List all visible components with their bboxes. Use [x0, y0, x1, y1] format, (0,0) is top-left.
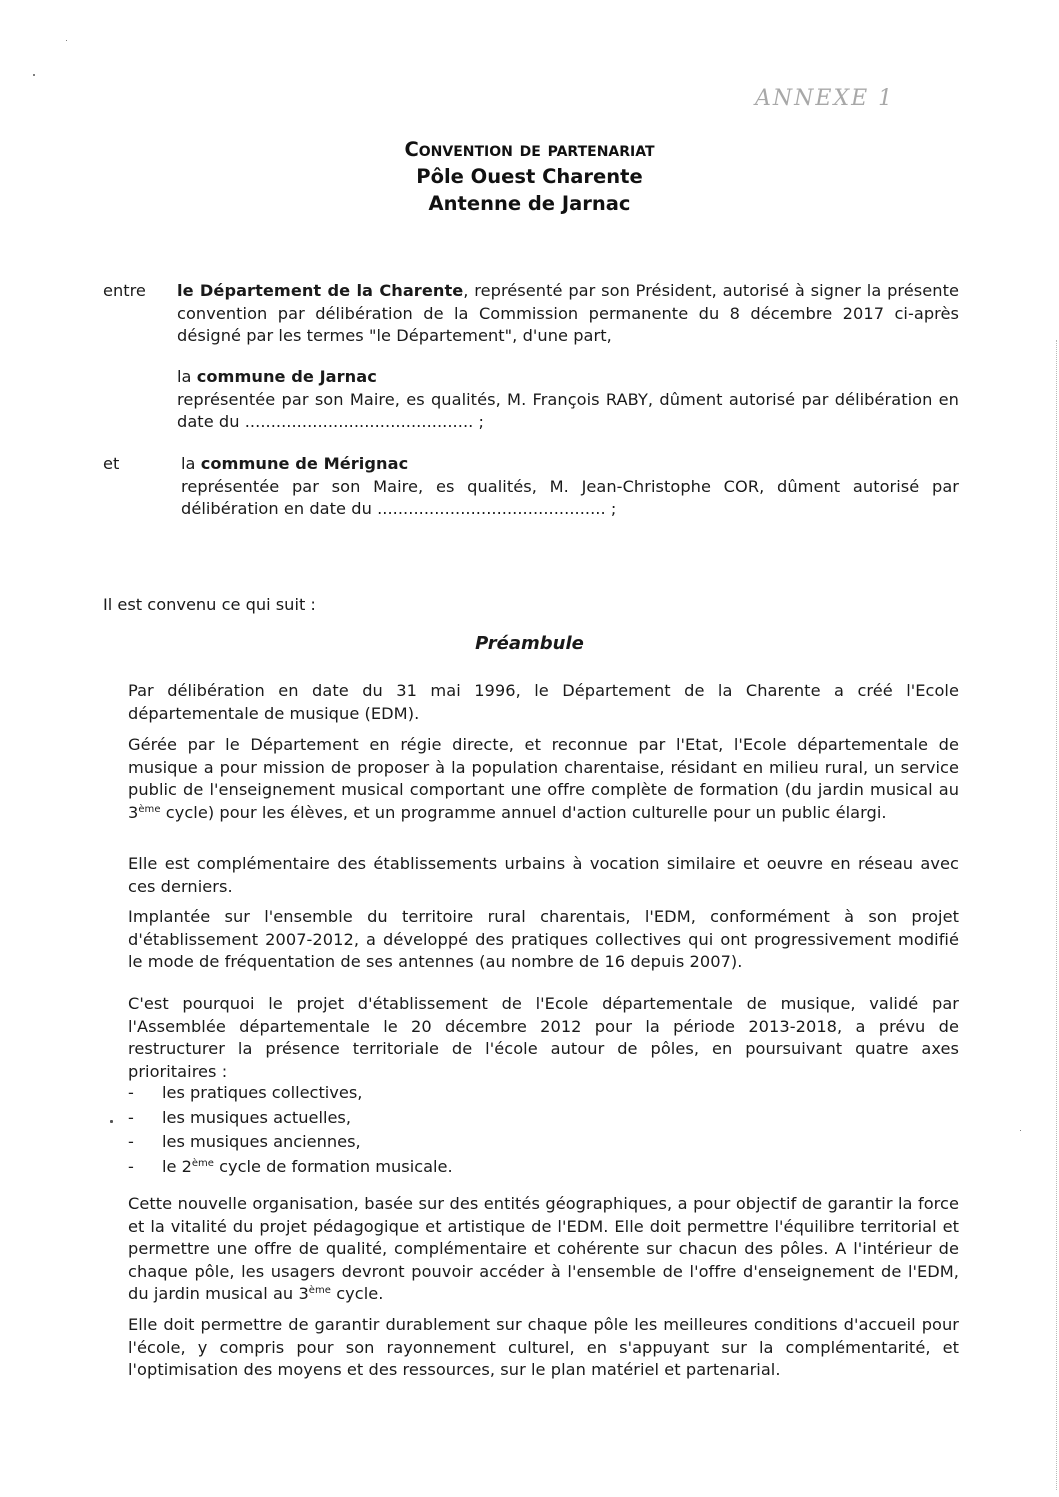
party-merignac-text: représentée par son Maire, es qualités, M. Jean-Christophe COR, dûment autorisé par délibération en date du ............................................ ; [181, 476, 959, 518]
list-item: - les pratiques collectives, [128, 1083, 363, 1102]
document-title: Convention de partenariat [404, 138, 655, 161]
party-departement-name: le Département de la Charente [177, 281, 464, 300]
handwritten-annotation: ANNEXE 1 [755, 86, 895, 111]
paragraph-2: Gérée par le Département en régie directe, et reconnue par l'Etat, l'Ecole départementale de musique a pour mission de proposer à la population charentaise, résidant en milieu rural, un service public de l'enseignement musical comportant une offre complète de formation (du jardin musical au 3ème cycle) pour les élèves, et un programme annuel d'action culturelle pour un public élargi. [128, 735, 959, 822]
party-jarnac-text: représentée par son Maire, es qualités, M. François RABY, dûment autorisé par délibération en date du ............................................ ; [177, 389, 959, 431]
scan-speck [33, 74, 35, 76]
party-merignac: la commune de Mérignac représentée par son Maire, es qualités, M. Jean-Christophe COR, dûment autorisé par délibération en date du ............................................ ; [181, 454, 959, 518]
preamble-heading: Préambule [475, 633, 584, 654]
party-departement [177, 280, 959, 348]
intro-text: Il est convenu ce qui suit : [103, 595, 316, 614]
party-jarnac: la commune de Jarnac représentée par son Maire, es qualités, M. François RABY, dûment autorisé par délibération en date du ............................................ ; [177, 367, 959, 431]
entre-label: entre [103, 281, 146, 300]
list-item: - les musiques anciennes, [128, 1132, 361, 1151]
list-item: - les musiques actuelles, [128, 1107, 351, 1127]
paragraph-3: Elle est complémentaire des établissements urbains à vocation similaire et oeuvre en réseau avec ces derniers. [128, 854, 959, 896]
scan-edge-line [1055, 340, 1057, 1490]
et-label: et [103, 454, 120, 473]
priority-axes-list [128, 1081, 453, 1179]
paragraph-7: Elle doit permettre de garantir durablement sur chaque pôle les meilleures conditions d'accueil pour l'école, y compris pour son rayonnement culturel, en s'appuyant sur la complémentarité, et l'optimisation des moyens et des ressources, sur le plan matériel et partenarial. [128, 1315, 959, 1379]
party-jarnac-name: commune de Jarnac [196, 367, 377, 386]
paragraph-4: Implantée sur l'ensemble du territoire rural charentais, l'EDM, conformément à son projet d'établissement 2007-2012, a développé des pratiques collectives qui ont progressivement modifié le mode de fréquentation de ses antennes (au nombre de 16 depuis 2007). [128, 907, 959, 971]
scan-speck [66, 40, 67, 41]
scan-speck [1020, 1130, 1021, 1131]
paragraph-6: Cette nouvelle organisation, basée sur des entités géographiques, a pour objectif de garantir la force et la vitalité du projet pédagogique et artistique de l'EDM. Elle doit permettre l'équilibre territorial et permettre une offre de qualité, complémentaire et cohérente sur chacun des pôles. A l'intérieur de chaque pôle, les usagers devront pouvoir accéder à l'ensemble de l'offre d'enseignement de l'EDM, du jardin musical au 3ème cycle. [128, 1194, 959, 1303]
document-subtitle-pole: Pôle Ouest Charente [416, 165, 643, 188]
list-item: - le 2ème cycle de formation musicale. [128, 1156, 453, 1176]
paragraph-1: Par délibération en date du 31 mai 1996, le Département de la Charente a créé l'Ecole départementale de musique (EDM). [128, 681, 959, 723]
title-block [0, 136, 1059, 217]
scan-speck [110, 1120, 113, 1123]
document-subtitle-antenne: Antenne de Jarnac [428, 192, 631, 215]
paragraph-5: C'est pourquoi le projet d'établissement de l'Ecole départementale de musique, validé par l'Assemblée départementale le 20 décembre 2012 pour la période 2013-2018, a prévu de restructurer la présence territoriale de l'école autour de pôles, en poursuivant quatre axes prioritaires : [128, 994, 959, 1081]
party-departement-text: , représenté par son Président, autorisé à signer la présente convention par délibération de la Commission permanente du 8 décembre 2017 ci-après désigné par les termes "le Département", d'une part, [177, 281, 959, 345]
party-merignac-name: commune de Mérignac [200, 454, 409, 473]
